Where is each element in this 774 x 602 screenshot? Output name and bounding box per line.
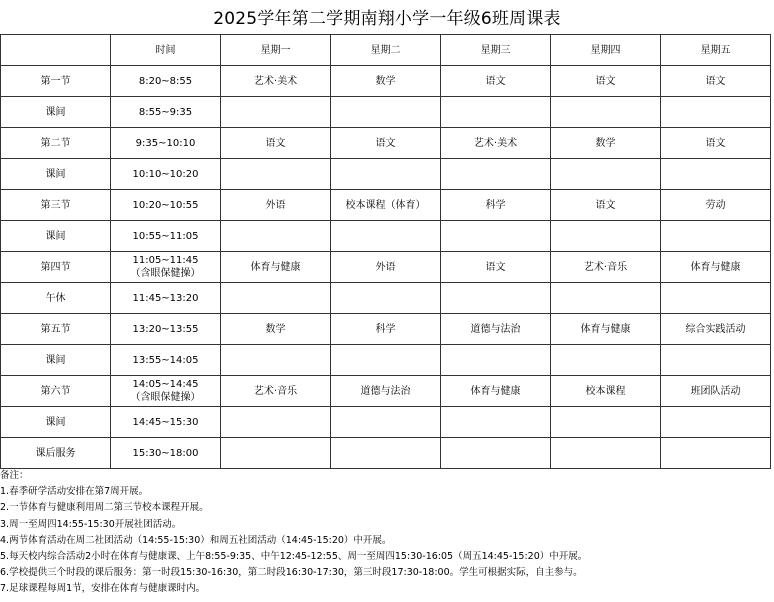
course-cell xyxy=(221,407,331,438)
course-cell: 外语 xyxy=(221,190,331,221)
period-cell: 课间 xyxy=(1,407,111,438)
course-cell: 外语 xyxy=(331,252,441,283)
course-cell xyxy=(221,438,331,469)
time-cell: 8:20~8:55 xyxy=(111,66,221,97)
course-cell xyxy=(221,345,331,376)
course-cell xyxy=(221,221,331,252)
note-item: 3.周一至周四14:55-15:30开展社团活动。 xyxy=(0,518,182,530)
course-cell: 体育与健康 xyxy=(441,376,551,407)
course-cell: 数学 xyxy=(551,128,661,159)
course-cell xyxy=(661,159,771,190)
course-cell xyxy=(551,283,661,314)
course-cell: 体育与健康 xyxy=(551,314,661,345)
course-cell: 校本课程（体育） xyxy=(331,190,441,221)
course-cell: 体育与健康 xyxy=(661,252,771,283)
period-cell: 午休 xyxy=(1,283,111,314)
course-cell: 艺术·美术 xyxy=(221,66,331,97)
period-cell: 第一节 xyxy=(1,66,111,97)
time-cell: 13:20~13:55 xyxy=(111,314,221,345)
header-cell xyxy=(1,35,111,66)
schedule-table xyxy=(0,34,771,469)
course-cell xyxy=(331,159,441,190)
course-cell xyxy=(551,97,661,128)
time-cell: 8:55~9:35 xyxy=(111,97,221,128)
table-row xyxy=(1,128,771,159)
note-item: 7.足球课程每周1节，安排在体育与健康课时内。 xyxy=(0,583,206,595)
table-row xyxy=(1,314,771,345)
course-cell: 道德与法治 xyxy=(331,376,441,407)
course-cell xyxy=(661,221,771,252)
course-cell xyxy=(331,438,441,469)
note-item: 5.每天校内综合活动2小时在体育与健康课、上午8:55-9:35、中午12:45-12:55、周一至周四15:30-16:05（周五14:45-15:20）中开展。 xyxy=(0,551,588,563)
time-cell: 10:10~10:20 xyxy=(111,159,221,190)
course-cell xyxy=(331,221,441,252)
course-cell xyxy=(331,407,441,438)
course-cell: 综合实践活动 xyxy=(661,314,771,345)
period-cell: 课间 xyxy=(1,159,111,190)
notes-heading: 备注： xyxy=(0,470,29,481)
course-cell: 数学 xyxy=(221,314,331,345)
course-cell: 劳动 xyxy=(661,190,771,221)
header-cell-time: 时间 xyxy=(111,35,221,66)
period-cell: 第二节 xyxy=(1,128,111,159)
course-cell xyxy=(551,221,661,252)
table-row xyxy=(1,66,771,97)
course-cell xyxy=(221,283,331,314)
note-item: 4.两节体育活动在周二社团活动（14:55-15:30）和周五社团活动（14:45-15:20）中开展。 xyxy=(0,534,392,546)
course-cell xyxy=(441,221,551,252)
course-cell: 艺术·美术 xyxy=(441,128,551,159)
course-cell: 道德与法治 xyxy=(441,314,551,345)
course-cell: 科学 xyxy=(331,314,441,345)
course-cell: 语文 xyxy=(661,128,771,159)
table-row xyxy=(1,345,771,376)
page-title: 2025学年第二学期南翔小学一年级6班周课表 xyxy=(213,9,561,29)
course-cell xyxy=(551,345,661,376)
period-cell: 第三节 xyxy=(1,190,111,221)
note-item: 2.一节体育与健康利用周二第三节校本课程开展。 xyxy=(0,502,209,514)
header-row xyxy=(1,35,771,66)
period-cell: 课后服务 xyxy=(1,438,111,469)
notes-section xyxy=(0,468,774,598)
time-cell: 13:55~14:05 xyxy=(111,345,221,376)
time-cell: 15:30~18:00 xyxy=(111,438,221,469)
course-cell xyxy=(551,438,661,469)
course-cell xyxy=(221,97,331,128)
course-cell xyxy=(551,407,661,438)
course-cell xyxy=(441,407,551,438)
course-cell: 数学 xyxy=(331,66,441,97)
course-cell: 艺术·音乐 xyxy=(221,376,331,407)
course-cell xyxy=(661,438,771,469)
course-cell xyxy=(661,345,771,376)
course-cell: 语文 xyxy=(661,66,771,97)
header-cell-friday: 星期五 xyxy=(661,35,771,66)
period-cell: 课间 xyxy=(1,221,111,252)
time-cell: 10:55~11:05 xyxy=(111,221,221,252)
course-cell: 语文 xyxy=(331,128,441,159)
course-cell xyxy=(441,283,551,314)
table-row xyxy=(1,221,771,252)
table-row xyxy=(1,159,771,190)
course-cell xyxy=(661,283,771,314)
time-cell: 14:05~14:45 （含眼保健操） xyxy=(111,376,221,407)
period-cell: 第六节 xyxy=(1,376,111,407)
course-cell xyxy=(331,345,441,376)
course-cell xyxy=(221,159,331,190)
table-row xyxy=(1,252,771,283)
time-cell: 9:35~10:10 xyxy=(111,128,221,159)
course-cell: 艺术·音乐 xyxy=(551,252,661,283)
course-cell xyxy=(441,438,551,469)
course-cell: 科学 xyxy=(441,190,551,221)
course-cell xyxy=(441,159,551,190)
course-cell: 语文 xyxy=(551,66,661,97)
time-cell: 11:45~13:20 xyxy=(111,283,221,314)
header-cell-monday: 星期一 xyxy=(221,35,331,66)
period-cell: 课间 xyxy=(1,97,111,128)
header-cell-tuesday: 星期二 xyxy=(331,35,441,66)
table-row xyxy=(1,97,771,128)
table-row xyxy=(1,376,771,407)
course-cell xyxy=(331,97,441,128)
course-cell: 校本课程 xyxy=(551,376,661,407)
course-cell: 语文 xyxy=(551,190,661,221)
course-cell xyxy=(441,345,551,376)
header-cell-thursday: 星期四 xyxy=(551,35,661,66)
course-cell: 语文 xyxy=(441,252,551,283)
course-cell xyxy=(551,159,661,190)
header-cell-wednesday: 星期三 xyxy=(441,35,551,66)
course-cell: 体育与健康 xyxy=(221,252,331,283)
course-cell xyxy=(661,407,771,438)
table-row xyxy=(1,407,771,438)
time-cell: 10:20~10:55 xyxy=(111,190,221,221)
time-cell: 14:45~15:30 xyxy=(111,407,221,438)
course-cell: 班团队活动 xyxy=(661,376,771,407)
period-cell: 第五节 xyxy=(1,314,111,345)
course-cell xyxy=(331,283,441,314)
course-cell xyxy=(661,97,771,128)
course-cell: 语文 xyxy=(441,66,551,97)
period-cell: 第四节 xyxy=(1,252,111,283)
course-cell xyxy=(441,97,551,128)
period-cell: 课间 xyxy=(1,345,111,376)
time-cell: 11:05~11:45 （含眼保健操） xyxy=(111,252,221,283)
table-row xyxy=(1,190,771,221)
table-row xyxy=(1,438,771,469)
table-row xyxy=(1,283,771,314)
course-cell: 语文 xyxy=(221,128,331,159)
note-item: 1.春季研学活动安排在第7周开展。 xyxy=(0,486,149,498)
note-item: 6.学校提供三个时段的课后服务：第一时段15:30-16:30，第二时段16:30-17:30，第三时段17:30-18:00。学生可根据实际，自主参与。 xyxy=(0,567,583,579)
